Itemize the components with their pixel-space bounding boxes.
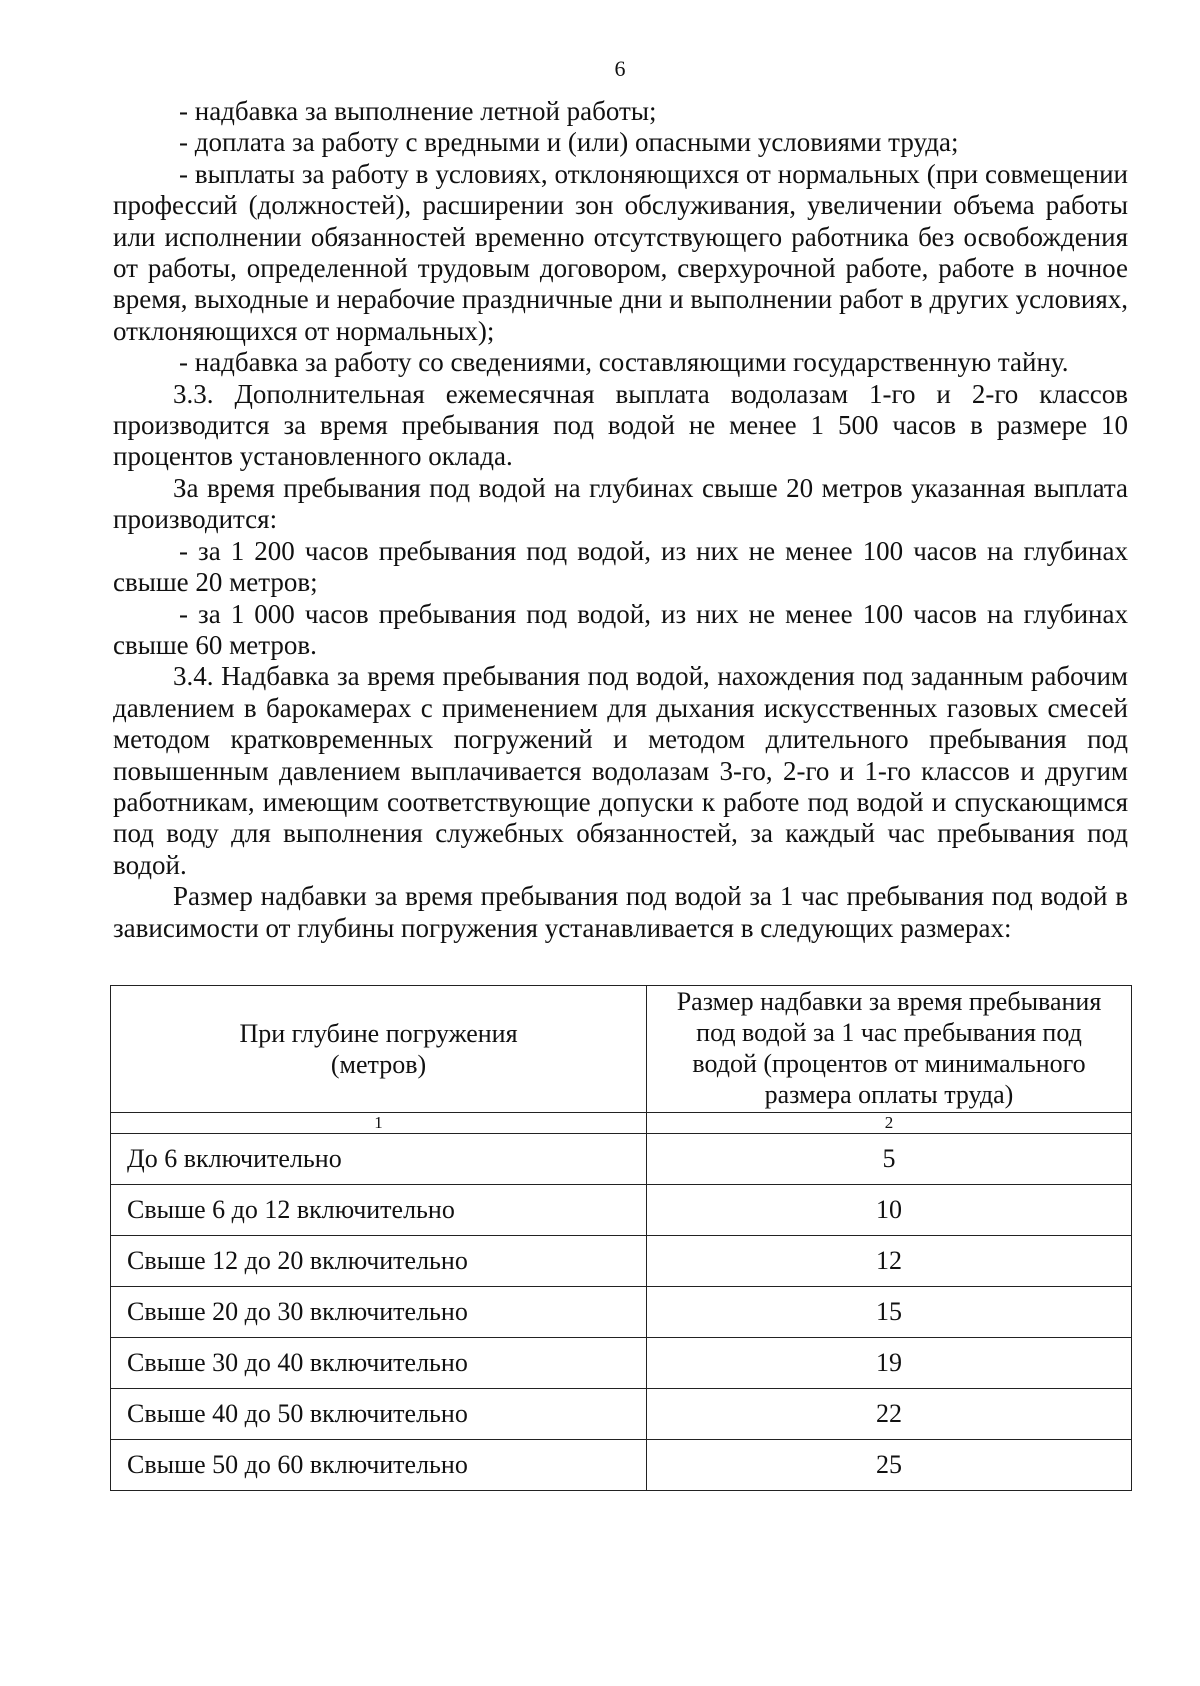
depth-rate-table (110, 985, 1132, 1491)
paragraph: За время пребывания под водой на глубинах свыше 20 метров указанная выплата производится: (113, 472, 1128, 535)
page-number: 6 (614, 56, 626, 81)
rate-cell: 10 (647, 1185, 1132, 1236)
paragraph: - за 1 000 часов пребывания под водой, из них не менее 100 часов на глубинах свыше 60 метров. (113, 598, 1128, 660)
table-row (111, 1185, 1132, 1236)
depth-cell: Свыше 50 до 60 включительно (111, 1440, 647, 1491)
header-rate-line: водой (процентов от минимального (692, 1049, 1086, 1078)
paragraph: - надбавка за выполнение летной работы; (179, 96, 657, 126)
paragraph: - за 1 200 часов пребывания под водой, из них не менее 100 часов на глубинах свыше 20 метров; (113, 535, 1128, 598)
header-depth-line: (метров) (330, 1050, 427, 1079)
depth-cell: Свыше 6 до 12 включительно (111, 1185, 647, 1236)
rate-cell: 12 (647, 1236, 1132, 1287)
header-depth (111, 986, 647, 1113)
depth-cell: Свыше 12 до 20 включительно (111, 1236, 647, 1287)
column-number: 1 (111, 1113, 647, 1134)
paragraph: - надбавка за работу со сведениями, составляющими государственную тайну. (179, 347, 1069, 378)
header-rate (647, 986, 1132, 1113)
rate-cell: 19 (647, 1338, 1132, 1389)
section-3-4: 3.4. Надбавка за время пребывания под водой, нахождения под заданным рабочим давлением в барокамерах с применением для дыхания искусственных газовых смесей методом кратковременных погружений и методом длительного пребывания под повышенным давлением выплачивается водолазам 3-го, 2-го и 1-го классов и другим работникам, имеющим соответствующие допуски к работе под водой и спускающимся под воду для выполнения служебных обязанностей, за каждый час пребывания под водой. (113, 661, 1128, 880)
depth-cell: Свыше 30 до 40 включительно (111, 1338, 647, 1389)
table-row (111, 1134, 1132, 1185)
table-header-row (111, 986, 1132, 1113)
section-3-3: 3.3. Дополнительная ежемесячная выплата водолазам 1-го и 2-го классов производится за время пребывания под водой не менее 1 500 часов в размере 10 процентов установленного оклада. (113, 378, 1128, 472)
rate-cell: 25 (647, 1440, 1132, 1491)
rate-cell: 22 (647, 1389, 1132, 1440)
header-rate-line: под водой за 1 час пребывания под (696, 1018, 1082, 1047)
header-rate-line: размера оплаты труда) (764, 1080, 1014, 1109)
paragraph: - доплата за работу с вредными и (или) опасными условиями труда; (179, 127, 959, 158)
rate-cell: 5 (647, 1134, 1132, 1185)
paragraph: - выплаты за работу в условиях, отклоняющихся от нормальных (при совмещении профессий (должностей), расширении зон обслуживания, увеличении объема работы или исполнении обязанностей временно отсутствующего работника без освобождения от работы, определенной трудовым договором, сверхурочной работе, работе в ночное время, выходные и нерабочие праздничные дни и выполнении работ в других условиях, отклоняющихся от нормальных); (113, 158, 1128, 346)
depth-cell: До 6 включительно (111, 1134, 647, 1185)
table-row (111, 1338, 1132, 1389)
table-row (111, 1440, 1132, 1491)
document-body (113, 96, 1128, 944)
depth-cell: Свыше 20 до 30 включительно (111, 1287, 647, 1338)
table-row (111, 1287, 1132, 1338)
column-number-row (111, 1113, 1132, 1134)
paragraph: Размер надбавки за время пребывания под водой за 1 час пребывания под водой в зависимости от глубины погружения устанавливается в следующих размерах: (113, 881, 1128, 943)
column-number: 2 (647, 1113, 1132, 1134)
header-rate-line: Размер надбавки за время пребывания (676, 987, 1102, 1016)
depth-cell: Свыше 40 до 50 включительно (111, 1389, 647, 1440)
header-depth-line: При глубине погружения (239, 1019, 518, 1048)
table-row (111, 1236, 1132, 1287)
rate-cell: 15 (647, 1287, 1132, 1338)
table-row (111, 1389, 1132, 1440)
